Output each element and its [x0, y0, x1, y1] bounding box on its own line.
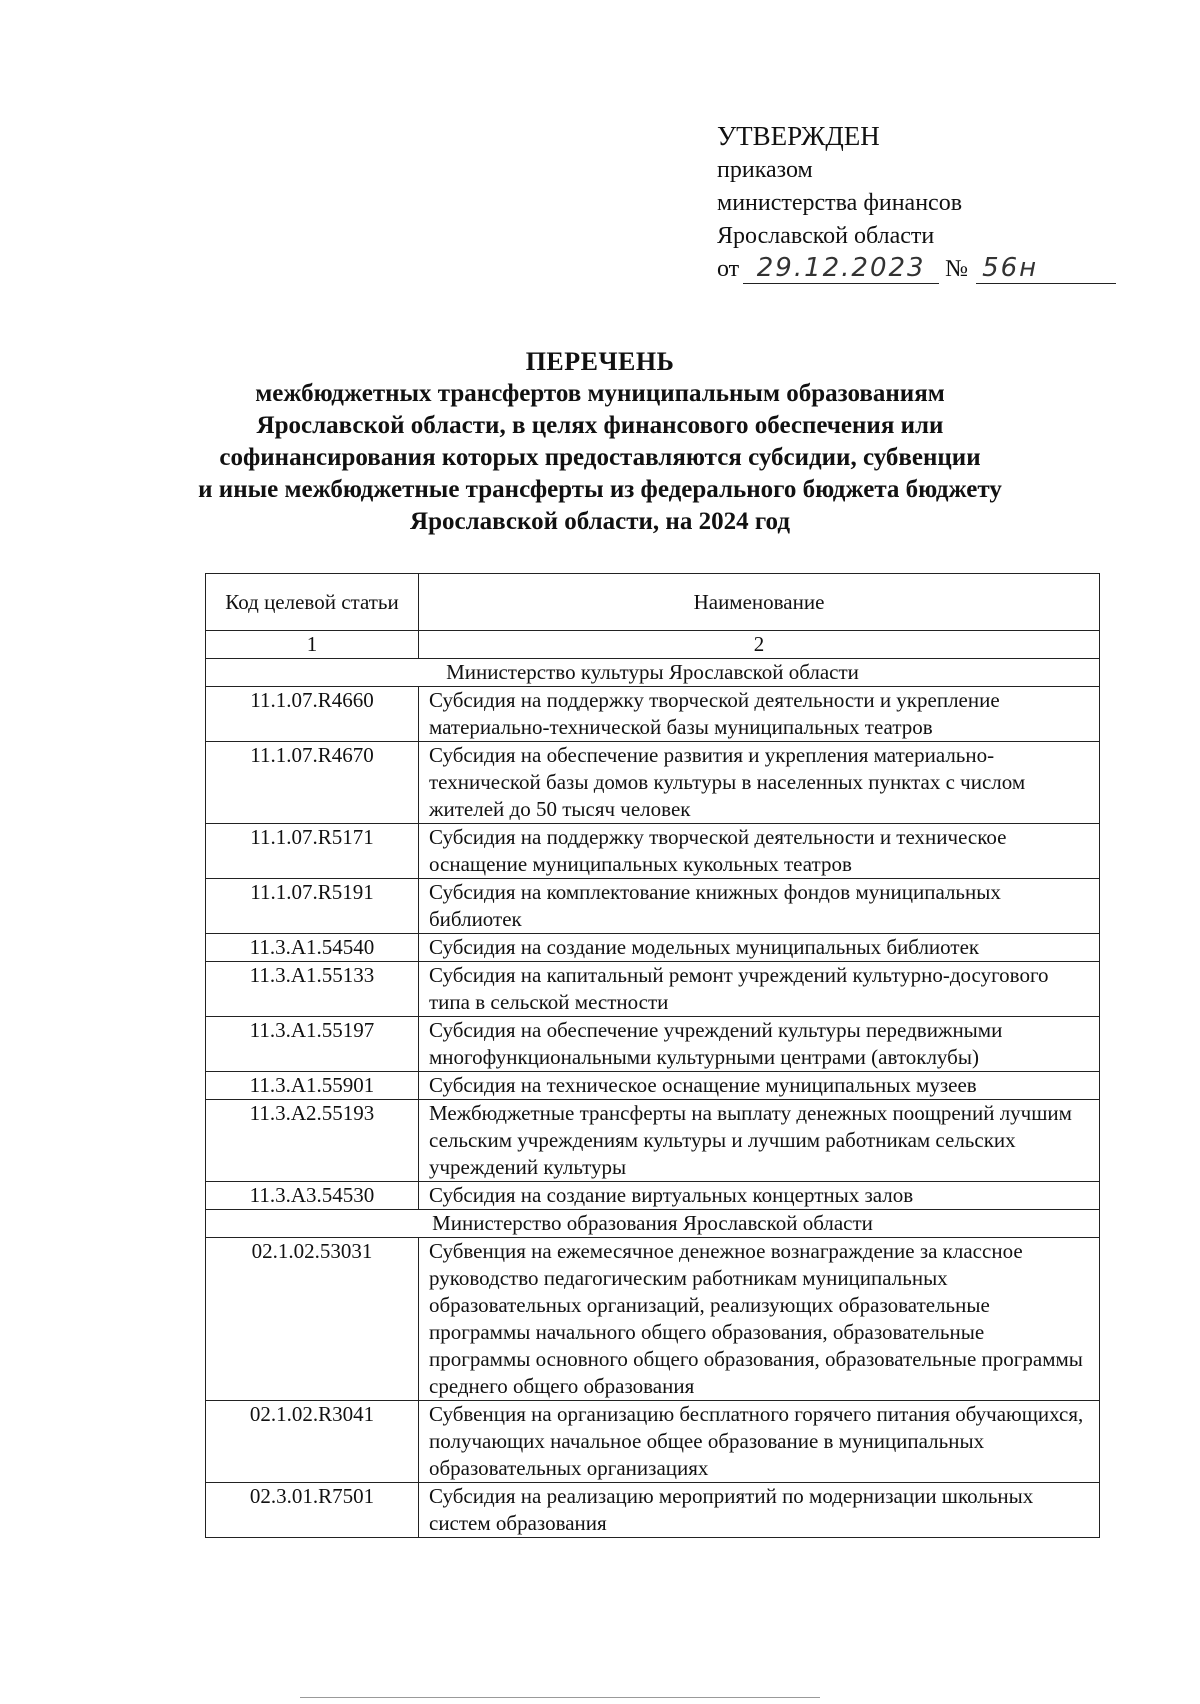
section-row: [206, 659, 1100, 687]
table-row: [206, 742, 1100, 824]
header-name: Наименование: [419, 574, 1100, 631]
row-code: 11.1.07.R4670: [206, 742, 419, 824]
table-header-row: [206, 574, 1100, 631]
row-name: Субсидия на капитальный ремонт учреждений культурно-досугового типа в сельской местности: [419, 962, 1100, 1017]
table-row: [206, 824, 1100, 879]
section-row: [206, 1210, 1100, 1238]
approval-stamp: [717, 118, 1116, 286]
bottom-divider: [300, 1697, 820, 1698]
transfers-table: [205, 573, 1100, 1538]
table-row: [206, 962, 1100, 1017]
approved-label: УТВЕРЖДЕН: [717, 121, 880, 151]
row-code: 11.3.А2.55193: [206, 1100, 419, 1182]
row-code: 11.3.А1.54540: [206, 934, 419, 962]
table-row: [206, 879, 1100, 934]
row-name: Субсидия на поддержку творческой деятельности и укрепление материально-технической базы муниципальных театров: [419, 687, 1100, 742]
date-prefix: от: [717, 256, 740, 282]
section-title: Министерство культуры Ярославской области: [206, 659, 1100, 687]
column-number-2: 2: [419, 631, 1100, 659]
handwritten-number: 56н: [976, 253, 1116, 284]
table-body: [206, 659, 1100, 1538]
row-code: 11.3.А1.55197: [206, 1017, 419, 1072]
row-code: 11.1.07.R5171: [206, 824, 419, 879]
table-column-number-row: [206, 631, 1100, 659]
title-main: ПЕРЕЧЕНЬ: [525, 347, 675, 376]
approval-line-order: приказом: [717, 157, 813, 183]
row-name: Субсидия на обеспечение развития и укрепления материально-технической базы домов культуры в населенных пунктах с числом жителей до 50 тысяч человек: [419, 742, 1100, 824]
row-name: Субсидия на реализацию мероприятий по модернизации школьных систем образования: [419, 1483, 1100, 1538]
section-title: Министерство образования Ярославской области: [206, 1210, 1100, 1238]
row-name: Субсидия на комплектование книжных фондов муниципальных библиотек: [419, 879, 1100, 934]
title-line-4: и иные межбюджетные трансферты из федерального бюджета бюджету: [198, 476, 1002, 503]
title-line-1: межбюджетных трансфертов муниципальным образованиям: [255, 380, 945, 407]
table-row: [206, 1100, 1100, 1182]
table-row: [206, 1182, 1100, 1210]
handwritten-date: 29.12.2023: [743, 253, 939, 284]
column-number-1: 1: [206, 631, 419, 659]
table-row: [206, 1401, 1100, 1483]
row-name: Субсидия на поддержку творческой деятельности и техническое оснащение муниципальных кукольных театров: [419, 824, 1100, 879]
row-name: Субсидия на обеспечение учреждений культуры передвижными многофункциональными культурными центрами (автоклубы): [419, 1017, 1100, 1072]
row-name: Субсидия на создание виртуальных концертных залов: [419, 1182, 1100, 1210]
title-line-5: Ярославской области, на 2024 год: [410, 508, 790, 535]
table-row: [206, 1072, 1100, 1100]
row-code: 11.3.А1.55901: [206, 1072, 419, 1100]
approval-line-ministry: министерства финансов: [717, 190, 963, 216]
document-title: [150, 346, 1050, 538]
table-row: [206, 1483, 1100, 1538]
approval-date-line: [717, 253, 1116, 286]
table-row: [206, 687, 1100, 742]
row-code: 11.3.А1.55133: [206, 962, 419, 1017]
row-code: 02.1.02.53031: [206, 1238, 419, 1401]
row-code: 02.3.01.R7501: [206, 1483, 419, 1538]
title-line-3: софинансирования которых предоставляются субсидии, субвенции: [219, 444, 981, 471]
row-name: Межбюджетные трансферты на выплату денежных поощрений лучшим сельским учреждениям культуры и лучшим работникам сельских учреждений культуры: [419, 1100, 1100, 1182]
number-prefix: №: [945, 256, 969, 282]
row-code: 11.1.07.R4660: [206, 687, 419, 742]
row-name: Субсидия на создание модельных муниципальных библиотек: [419, 934, 1100, 962]
approval-line-region: Ярославской области: [717, 223, 935, 249]
row-code: 11.3.А3.54530: [206, 1182, 419, 1210]
row-code: 02.1.02.R3041: [206, 1401, 419, 1483]
row-name: Субсидия на техническое оснащение муниципальных музеев: [419, 1072, 1100, 1100]
row-code: 11.1.07.R5191: [206, 879, 419, 934]
title-line-2: Ярославской области, в целях финансового обеспечения или: [256, 412, 944, 439]
table-row: [206, 934, 1100, 962]
row-name: Субвенция на ежемесячное денежное вознаграждение за классное руководство педагогическим работникам муниципальных образовательных организаций, реализующих образовательные программы начального общего образования, образовательные программы основного общего образования, образовательные программы среднего общего образования: [419, 1238, 1100, 1401]
table-row: [206, 1017, 1100, 1072]
table-row: [206, 1238, 1100, 1401]
row-name: Субвенция на организацию бесплатного горячего питания обучающихся, получающих начальное общее образование в муниципальных образовательных организациях: [419, 1401, 1100, 1483]
header-code: Код целевой статьи: [206, 574, 419, 631]
